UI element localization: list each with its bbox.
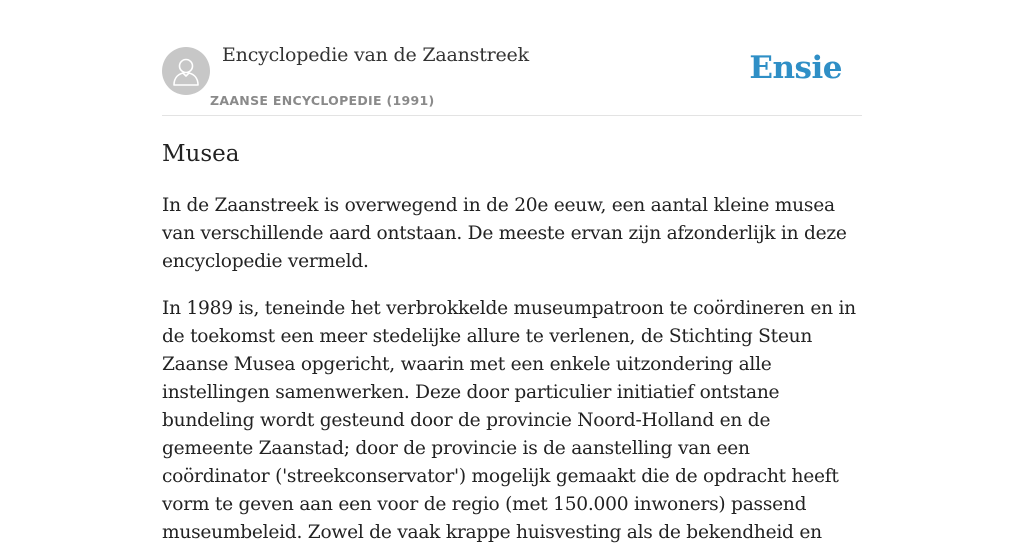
user-silhouette-icon bbox=[162, 47, 210, 95]
avatar[interactable] bbox=[162, 47, 210, 95]
article-paragraph: In de Zaanstreek is overwegend in de 20e eeuw, een aantal kleine musea van verschillende aard ontstaan. De meeste ervan zijn afzonderlijk in deze encyclopedie vermeld. bbox=[162, 195, 847, 272]
source-subtitle: ZAANSE ENCYCLOPEDIE (1991) bbox=[210, 93, 435, 108]
article-title: Musea bbox=[162, 141, 240, 167]
brand-logo[interactable]: Ensie bbox=[749, 50, 842, 86]
article bbox=[162, 138, 862, 547]
source-title[interactable]: Encyclopedie van de Zaanstreek bbox=[222, 44, 529, 66]
article-paragraph: In 1989 is, teneinde het verbrokkelde museumpatroon te coördineren en in de toekomst een meer stedelijke allure te verlenen, de Stichting Steun Zaanse Musea opgericht, waarin met een enkele uitzondering alle instellingen samenwerken. Deze door particulier initiatief ontstane bundeling wordt gesteund door de provincie Noord-Holland en de gemeente Zaanstad; door de provincie is de aanstelling van een coördinator ('streekconservator') mogelijk gemaakt die de opdracht heeft vorm te geven aan een voor de regio (met 150.000 inwoners) passend museumbeleid. Zowel de vaak krappe huisvesting als de bekendheid en bbox=[162, 298, 856, 543]
source-header bbox=[162, 0, 862, 116]
